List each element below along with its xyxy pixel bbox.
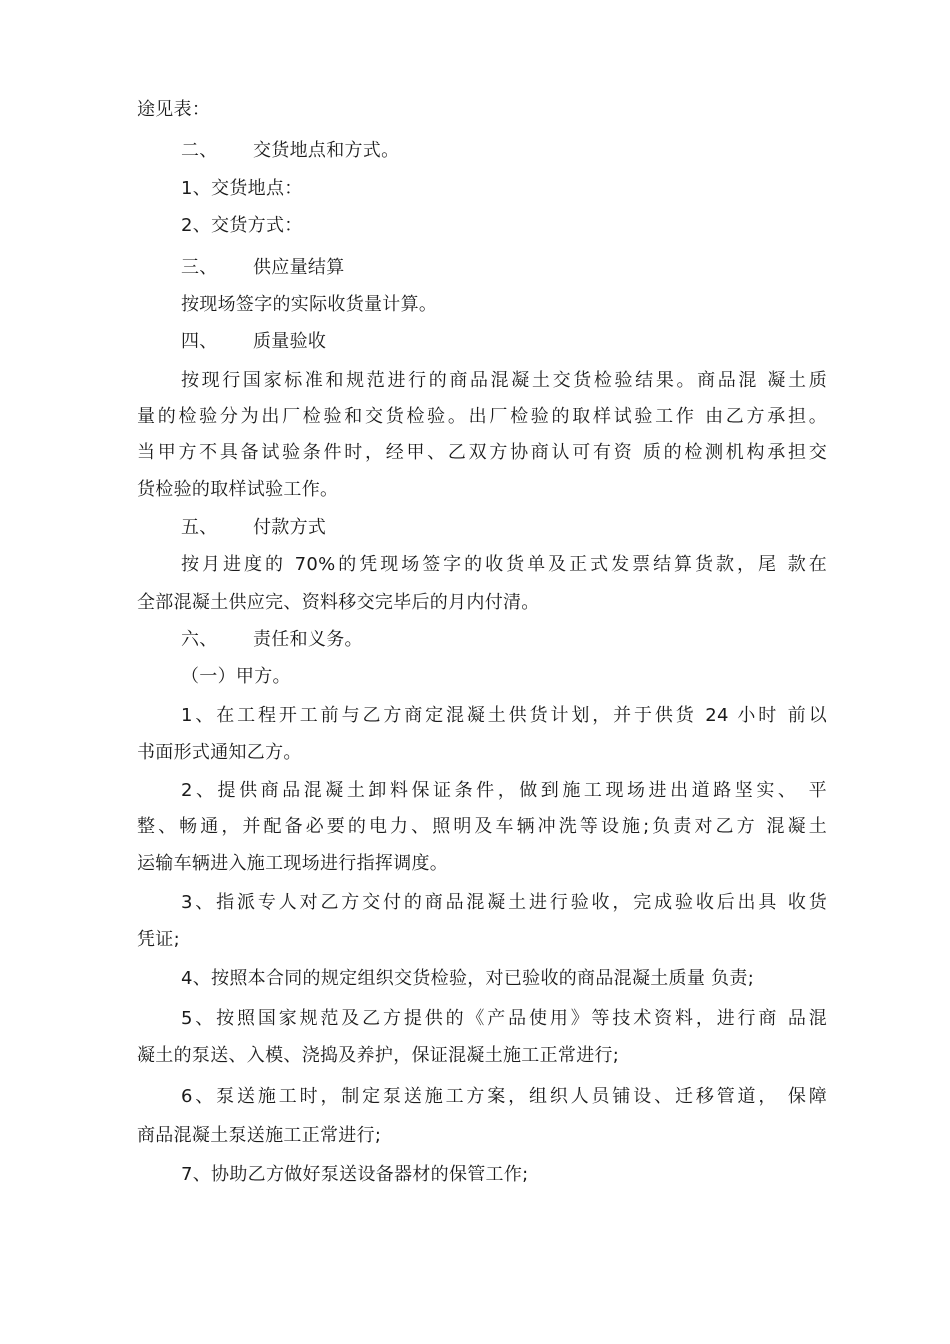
text-line: 2、提供商品混凝土卸料保证条件，做到施工现场进出道路坚实、 平 (181, 780, 827, 801)
text-line: 按月进度的 70%的凭现场签字的收货单及正式发票结算货款，尾 款在 (181, 554, 827, 575)
text-line: 1、交货地点： (181, 178, 303, 199)
text-line: 整、畅通，并配备必要的电力、照明及车辆冲洗等设施;负责对乙方 混凝土 (137, 816, 827, 837)
text-line: 3、指派专人对乙方交付的商品混凝土进行验收，完成验收后出具 收货 (181, 892, 827, 913)
text-line: 运输车辆进入施工现场进行指挥调度。 (137, 853, 449, 874)
text-line: 按现场签字的实际收货量计算。 (181, 294, 438, 315)
section-heading-5 (181, 516, 827, 540)
text-line: 量的检验分为出厂检验和交货检验。出厂检验的取样试验工作 由乙方承担。 (137, 406, 827, 427)
text-line: 书面形式通知乙方。 (137, 742, 302, 763)
section-number: 二、 (181, 140, 218, 161)
text-line: 5、按照国家规范及乙方提供的《产品使用》等技术资料，进行商 品混 (181, 1008, 827, 1029)
section-title: 质量验收 (253, 331, 327, 352)
section-heading-3 (181, 256, 827, 280)
text-line: 货检验的取样试验工作。 (137, 479, 339, 500)
text-line: 商品混凝土泵送施工正常进行; (137, 1125, 382, 1146)
section-title: 交货地点和方式。 (253, 140, 400, 161)
section-number: 三、 (181, 257, 218, 278)
section-heading-6 (181, 628, 827, 652)
text-line: 当甲方不具备试验条件时，经甲、乙双方协商认可有资 质的检测机构承担交 (137, 442, 827, 463)
text-line: 4、按照本合同的规定组织交货检验，对已验收的商品混凝土质量 负责; (181, 968, 755, 989)
text-line: 2、交货方式： (181, 215, 303, 236)
section-title: 供应量结算 (253, 257, 345, 278)
text-line: 按现行国家标准和规范进行的商品混凝土交货检验结果。商品混 凝土质 (181, 370, 827, 391)
text-line: 凭证; (137, 929, 180, 950)
text-line: 凝土的泵送、入模、浇捣及养护，保证混凝土施工正常进行; (137, 1045, 620, 1066)
text-line: 7、协助乙方做好泵送设备器材的保管工作; (181, 1164, 529, 1185)
text-line: 1、在工程开工前与乙方商定混凝土供货计划，并于供货 24 小时 前以 (181, 705, 827, 726)
text-line: 6、泵送施工时，制定泵送施工方案，组织人员铺设、迁移管道， 保障 (181, 1086, 827, 1107)
section-number: 五、 (181, 517, 218, 538)
section-title: 付款方式 (253, 517, 327, 538)
section-heading-4 (181, 330, 827, 354)
section-heading-2 (181, 139, 827, 163)
section-title: 责任和义务。 (253, 629, 363, 650)
text-line: 全部混凝土供应完、资料移交完毕后的月内付清。 (137, 592, 540, 613)
section-number: 六、 (181, 629, 218, 650)
subsection-heading: （一）甲方。 (181, 666, 291, 687)
section-number: 四、 (181, 331, 218, 352)
text-line: 途见表： (137, 99, 211, 120)
